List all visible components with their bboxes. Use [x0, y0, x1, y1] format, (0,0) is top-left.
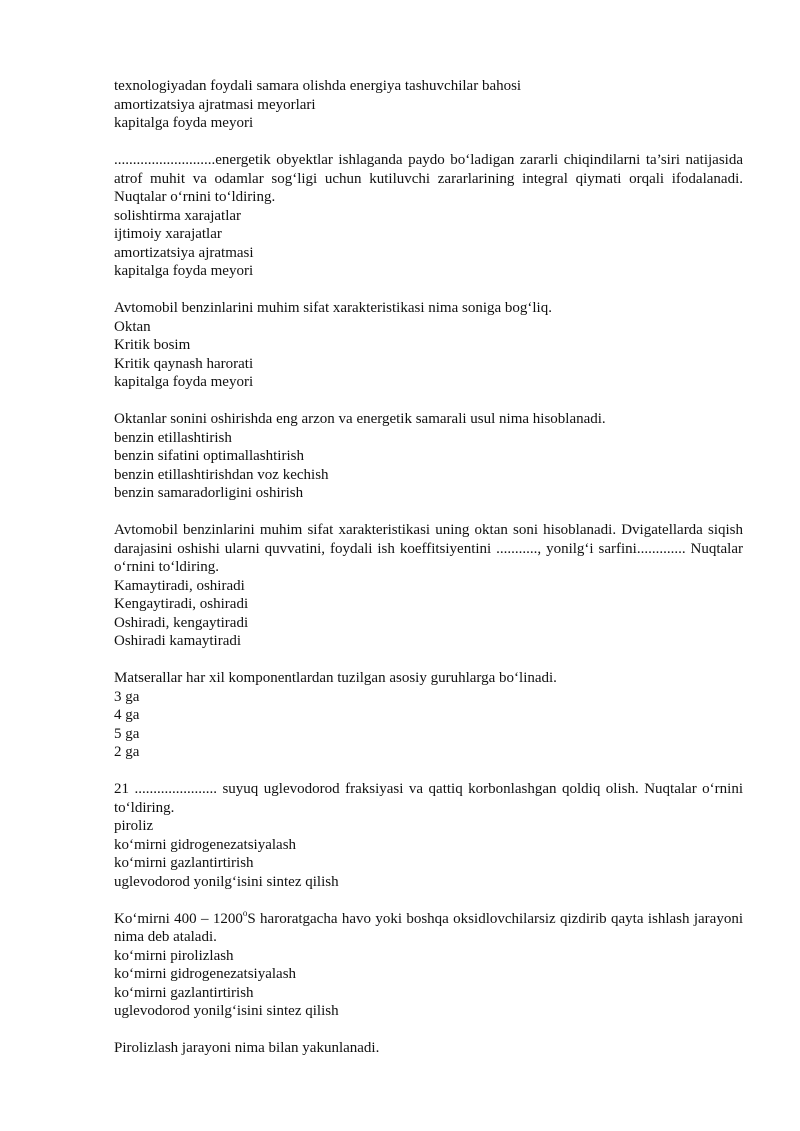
answer-option: Kritik bosim: [114, 337, 191, 353]
answer-option: ko‘mirni pirolizlash: [114, 947, 234, 964]
answer-option: piroliz: [114, 818, 154, 834]
question-text: ...........................energetik obyektlar ishlaganda paydo bo‘ladigan zararli chiqindilarni ta’siri natijasida atrof muhit va odamlar sog‘ligi uchun kutiluvchi zararlarining integral qiymati orqali ifodalanadi. Nuqtalar o‘rnini to‘ldiring.: [114, 152, 743, 205]
answer-option: 3 ga: [114, 688, 140, 705]
question-text-part: S haroratgacha havo yoki boshqa oksidlovchilarsiz qizdirib qayta ishlash jarayoni nima deb ataladi.: [114, 910, 743, 945]
question-text: Pirolizlash jarayoni nima bilan yakunlanadi.: [114, 1040, 380, 1056]
answer-option: 5 ga: [114, 725, 140, 742]
question-text: Avtomobil benzinlarini muhim sifat xarakteristikasi uning oktan soni hisoblanadi. Dvigatellarda siqish darajasini oshishi ularni quvvatini, foydali ish koeffitsiyentini ..........., yonilg‘i sarfini............. Nuqtalar o‘rnini to‘ldiring.: [114, 522, 743, 575]
answer-option: benzin samaradorligini oshirish: [114, 485, 304, 501]
answer-option: uglevodorod yonilg‘isini sintez qilish: [114, 873, 339, 890]
answer-option: kapitalga foyda meyori: [114, 374, 254, 390]
intro-line: amortizatsiya ajratmasi meyorlari: [114, 96, 316, 113]
answer-option: ko‘mirni gidrogenezatsiyalash: [114, 836, 297, 853]
question-text: [114, 907, 743, 947]
answer-option: benzin etillashtirishdan voz kechish: [114, 466, 329, 483]
answer-option: 4 ga: [114, 707, 140, 723]
answer-option: solishtirma xarajatlar: [114, 207, 242, 224]
answer-option: ko‘mirni gazlantirtirish: [114, 855, 254, 871]
answer-option: Oshiradi kamaytiradi: [114, 633, 242, 649]
answer-option: Kritik qaynash harorati: [114, 355, 254, 372]
intro-line: kapitalga foyda meyori: [114, 115, 254, 131]
answer-option: Oktan: [114, 318, 151, 335]
answer-option: benzin sifatini optimallashtirish: [114, 448, 304, 464]
answer-option: ko‘mirni gazlantirtirish: [114, 984, 254, 1001]
answer-option: Oshiradi, kengaytiradi: [114, 614, 249, 631]
answer-option: ijtimoiy xarajatlar: [114, 226, 222, 242]
question-text: Avtomobil benzinlarini muhim sifat xarakteristikasi nima soniga bog‘liq.: [114, 300, 552, 316]
answer-option: benzin etillashtirish: [114, 429, 232, 446]
answer-option: kapitalga foyda meyori: [114, 263, 254, 279]
question-text: Matserallar har xil komponentlardan tuzilgan asosiy guruhlarga bo‘linadi.: [114, 670, 557, 686]
question-text-part: Ko‘mirni 400 – 1200: [114, 910, 243, 927]
question-text: Oktanlar sonini oshirishda eng arzon va energetik samarali usul nima hisoblanadi.: [114, 411, 606, 427]
answer-option: uglevodorod yonilg‘isini sintez qilish: [114, 1003, 339, 1019]
answer-option: amortizatsiya ajratmasi: [114, 244, 254, 261]
degree-superscript: o: [242, 907, 248, 918]
intro-line: texnologiyadan foydali samara olishda energiya tashuvchilar bahosi: [114, 78, 522, 94]
answer-option: 2 ga: [114, 744, 140, 760]
answer-option: Kamaytiradi, oshiradi: [114, 577, 245, 594]
answer-option: Kengaytiradi, oshiradi: [114, 596, 249, 612]
question-text: 21 ...................... suyuq uglevodorod fraksiyasi va qattiq korbonlashgan qoldiq olish. Nuqtalar o‘rnini to‘ldiring.: [114, 781, 743, 816]
answer-option: ko‘mirni gidrogenezatsiyalash: [114, 966, 297, 982]
document-page: [114, 77, 743, 1058]
